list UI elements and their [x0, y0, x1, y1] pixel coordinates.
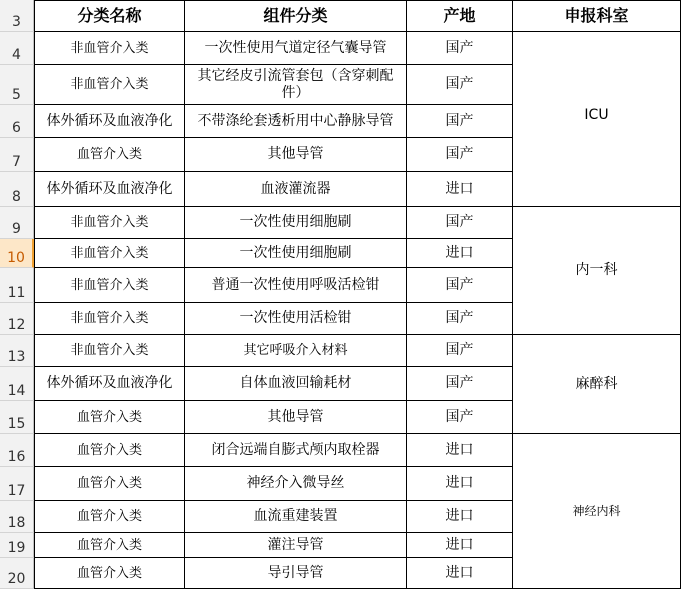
category-cell[interactable]: 非血管介入类: [35, 65, 185, 105]
origin-cell[interactable]: 国产: [407, 367, 513, 401]
component-cell[interactable]: 不带涤纶套透析用中心静脉导管: [185, 105, 407, 138]
origin-cell[interactable]: 国产: [407, 335, 513, 367]
category-cell[interactable]: 体外循环及血液净化: [35, 172, 185, 207]
row-header[interactable]: 11: [0, 268, 34, 303]
origin-cell[interactable]: 进口: [407, 558, 513, 589]
component-cell[interactable]: 一次性使用活检钳: [185, 303, 407, 335]
component-cell[interactable]: 普通一次性使用呼吸活检钳: [185, 268, 407, 303]
component-cell[interactable]: 自体血液回输耗材: [185, 367, 407, 401]
department-cell-anesthesiology[interactable]: 麻醉科: [513, 335, 681, 434]
row-header[interactable]: 6: [0, 105, 34, 138]
category-cell[interactable]: 血管介入类: [35, 501, 185, 533]
row-header[interactable]: 14: [0, 367, 34, 401]
component-cell[interactable]: 其他导管: [185, 138, 407, 172]
category-cell[interactable]: 血管介入类: [35, 467, 185, 501]
row-header[interactable]: 15: [0, 401, 34, 434]
origin-cell[interactable]: 进口: [407, 501, 513, 533]
header-category[interactable]: 分类名称: [35, 0, 185, 32]
component-cell[interactable]: 其它呼吸介入材料: [185, 335, 407, 367]
category-cell[interactable]: 体外循环及血液净化: [35, 367, 185, 401]
row-header-selected[interactable]: 10: [0, 239, 34, 268]
component-cell[interactable]: 血流重建装置: [185, 501, 407, 533]
category-cell[interactable]: 非血管介入类: [35, 207, 185, 239]
origin-cell[interactable]: 国产: [407, 32, 513, 65]
category-cell[interactable]: 血管介入类: [35, 138, 185, 172]
row-header[interactable]: 19: [0, 533, 34, 558]
row-header[interactable]: 7: [0, 138, 34, 172]
row-header[interactable]: 12: [0, 303, 34, 335]
category-cell[interactable]: 血管介入类: [35, 434, 185, 467]
row-header[interactable]: 9: [0, 207, 34, 239]
origin-cell[interactable]: 国产: [407, 303, 513, 335]
category-cell[interactable]: 非血管介入类: [35, 335, 185, 367]
category-cell[interactable]: 非血管介入类: [35, 32, 185, 65]
origin-cell[interactable]: 国产: [407, 207, 513, 239]
component-cell[interactable]: 灌注导管: [185, 533, 407, 558]
origin-cell[interactable]: 进口: [407, 434, 513, 467]
category-cell[interactable]: 非血管介入类: [35, 239, 185, 268]
row-header[interactable]: 4: [0, 32, 34, 65]
component-cell[interactable]: 一次性使用细胞刷: [185, 207, 407, 239]
row-header[interactable]: 13: [0, 335, 34, 367]
origin-cell[interactable]: 进口: [407, 467, 513, 501]
category-cell[interactable]: 体外循环及血液净化: [35, 105, 185, 138]
category-cell[interactable]: 血管介入类: [35, 401, 185, 434]
component-cell[interactable]: 一次性使用气道定径气囊导管: [185, 32, 407, 65]
origin-cell[interactable]: 国产: [407, 65, 513, 105]
component-cell[interactable]: 神经介入微导丝: [185, 467, 407, 501]
header-origin[interactable]: 产地: [407, 0, 513, 32]
origin-cell[interactable]: 进口: [407, 172, 513, 207]
row-header[interactable]: 20: [0, 558, 34, 589]
component-cell[interactable]: 其他导管: [185, 401, 407, 434]
origin-cell[interactable]: 进口: [407, 533, 513, 558]
component-cell[interactable]: 闭合远端自膨式颅内取栓器: [185, 434, 407, 467]
origin-cell[interactable]: 国产: [407, 138, 513, 172]
component-cell[interactable]: 一次性使用细胞刷: [185, 239, 407, 268]
row-header[interactable]: 5: [0, 65, 34, 105]
category-cell[interactable]: 血管介入类: [35, 533, 185, 558]
header-department[interactable]: 申报科室: [513, 0, 681, 32]
category-cell[interactable]: 非血管介入类: [35, 303, 185, 335]
department-cell-internal-medicine[interactable]: 内一科: [513, 207, 681, 335]
origin-cell[interactable]: 国产: [407, 401, 513, 434]
category-cell[interactable]: 非血管介入类: [35, 268, 185, 303]
row-header[interactable]: 17: [0, 467, 34, 501]
row-header[interactable]: 8: [0, 172, 34, 207]
origin-cell[interactable]: 进口: [407, 239, 513, 268]
category-cell[interactable]: 血管介入类: [35, 558, 185, 589]
row-header[interactable]: 18: [0, 501, 34, 533]
origin-cell[interactable]: 国产: [407, 105, 513, 138]
header-component[interactable]: 组件分类: [185, 0, 407, 32]
origin-cell[interactable]: 国产: [407, 268, 513, 303]
row-header[interactable]: 3: [0, 0, 34, 32]
component-cell[interactable]: 导引导管: [185, 558, 407, 589]
component-cell[interactable]: 血液灌流器: [185, 172, 407, 207]
row-header[interactable]: 16: [0, 434, 34, 467]
component-cell[interactable]: 其它经皮引流管套包（含穿刺配件）: [185, 65, 407, 105]
department-cell-neurology[interactable]: 神经内科: [513, 434, 681, 589]
department-cell-icu[interactable]: ICU: [513, 32, 681, 207]
